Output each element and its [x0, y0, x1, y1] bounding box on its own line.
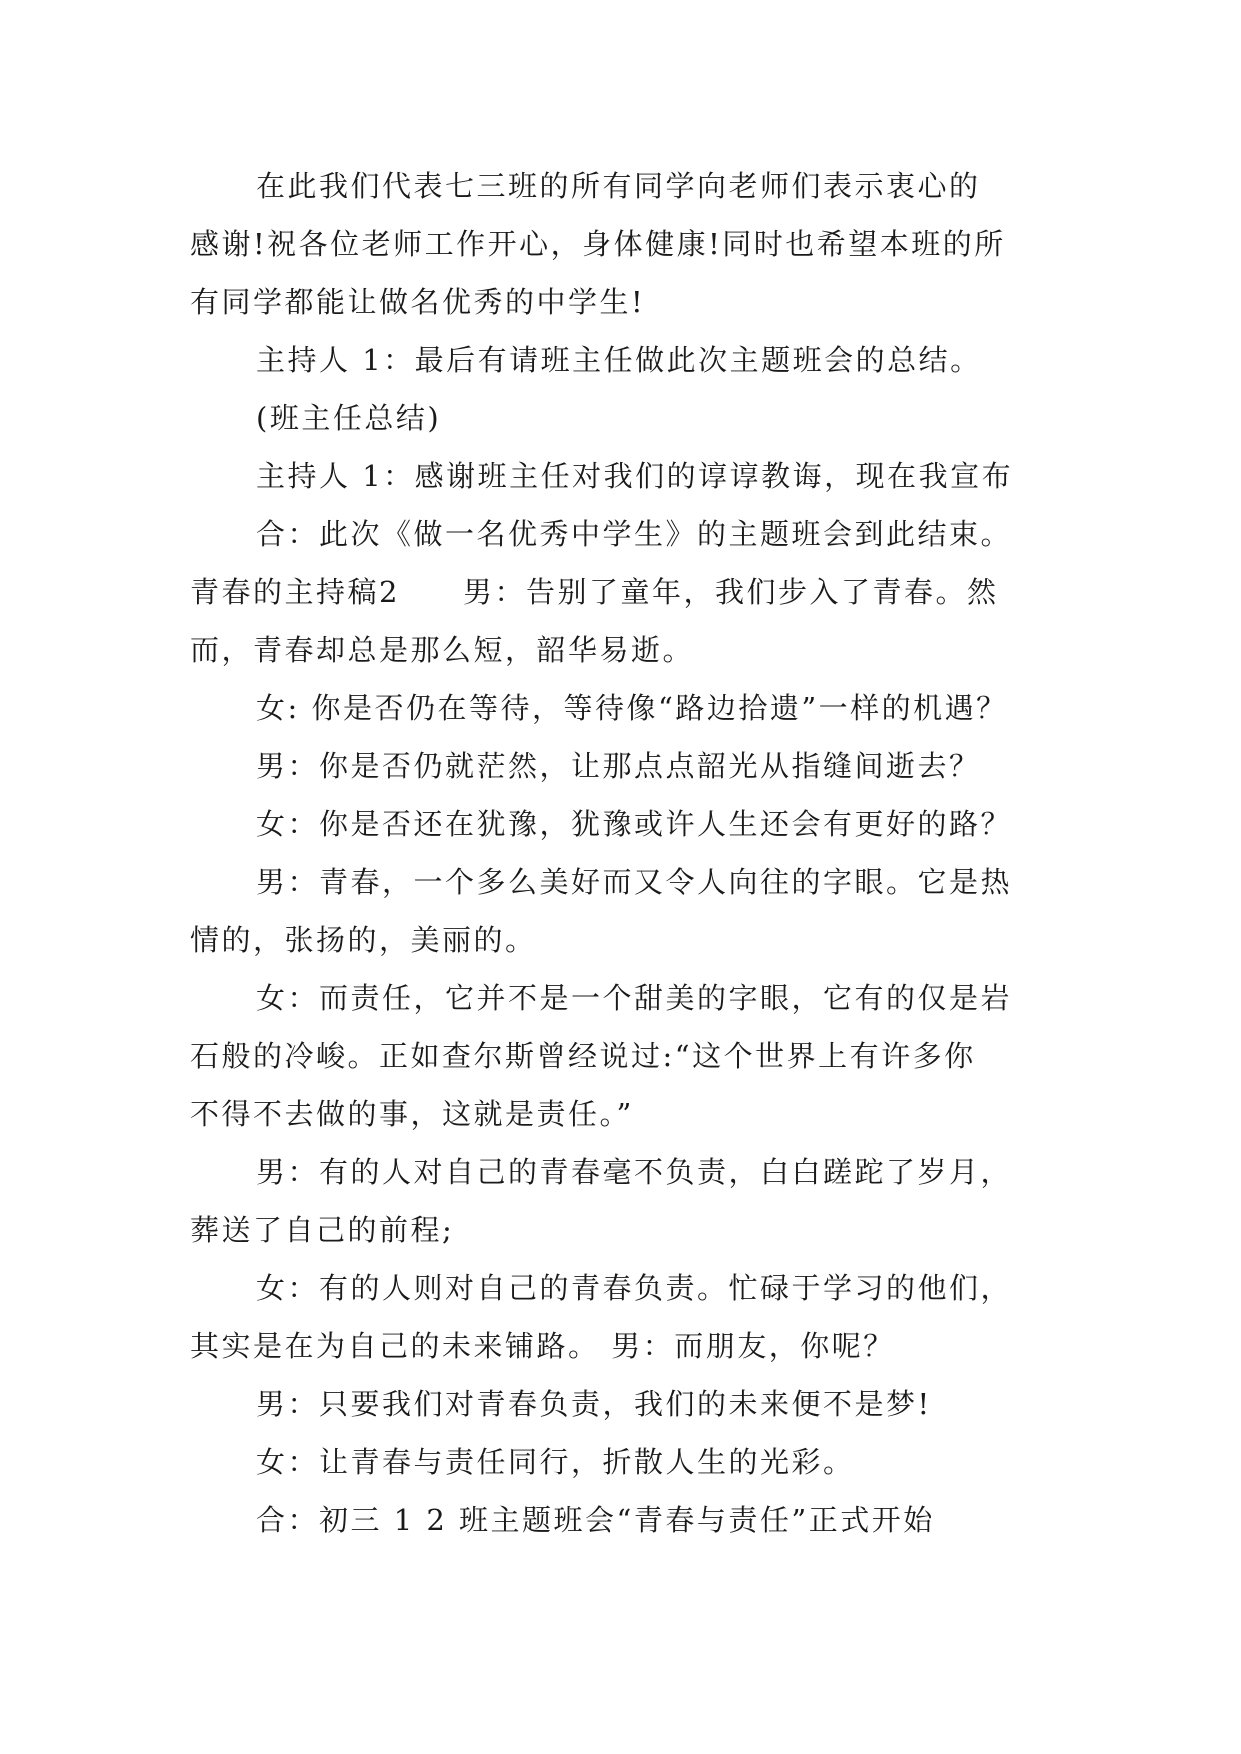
text-line: 男：有的人对自己的青春毫不负责，白白蹉跎了岁月， [256, 1155, 1013, 1189]
body-text [190, 157, 1070, 1549]
text-line: 合：此次《做一名优秀中学生》的主题班会到此结束。 [256, 517, 1013, 551]
text-line: 其实是在为自己的未来铺路。 男：而朋友，你呢？ [190, 1329, 895, 1363]
text-line: 不得不去做的事，这就是责任。” [190, 1097, 634, 1131]
text-line: 石般的冷峻。正如查尔斯曾经说过:“这个世界上有许多你 [190, 1039, 976, 1073]
text-line: 有同学都能让做名优秀的中学生! [190, 285, 646, 319]
text-line: 葬送了自己的前程; [190, 1213, 455, 1247]
text-line: 女：让青春与责任同行，折散人生的光彩。 [256, 1445, 855, 1479]
text-line: 情的，张扬的，美丽的。 [190, 923, 537, 957]
text-line: (班主任总结) [256, 401, 442, 435]
text-line: 女：你是否还在犹豫，犹豫或许人生还会有更好的路？ [256, 807, 1013, 841]
text-line: 女：而责任，它并不是一个甜美的字眼，它有的仅是岩 [256, 981, 1013, 1015]
text-line: 女: 你是否仍在等待，等待像“路边拾遗”一样的机遇？ [256, 691, 1008, 725]
text-line: 而，青春却总是那么短，韶华易逝。 [190, 633, 695, 667]
text-line: 在此我们代表七三班的所有同学向老师们表示衷心的 [256, 169, 981, 203]
text-line: 合：初三 1 2 班主题班会“青春与责任”正式开始 [256, 1503, 935, 1537]
text-line: 男：只要我们对青春负责，我们的未来便不是梦! [256, 1387, 932, 1421]
text-line: 男：你是否仍就茫然，让那点点韶光从指缝间逝去？ [256, 749, 981, 783]
text-line: 主持人 1：最后有请班主任做此次主题班会的总结。 [256, 343, 982, 377]
text-line: 主持人 1：感谢班主任对我们的谆谆教诲，现在我宣布 [256, 459, 1014, 493]
text-line: 青春的主持稿2 男：告别了童年，我们步入了青春。然 [190, 575, 999, 609]
text-line: 感谢!祝各位老师工作开心，身体健康!同时也希望本班的所 [190, 227, 1006, 261]
text-line: 男：青春，一个多么美好而又令人向往的字眼。它是热 [256, 865, 1013, 899]
text-line: 女：有的人则对自己的青春负责。忙碌于学习的他们， [256, 1271, 1013, 1305]
